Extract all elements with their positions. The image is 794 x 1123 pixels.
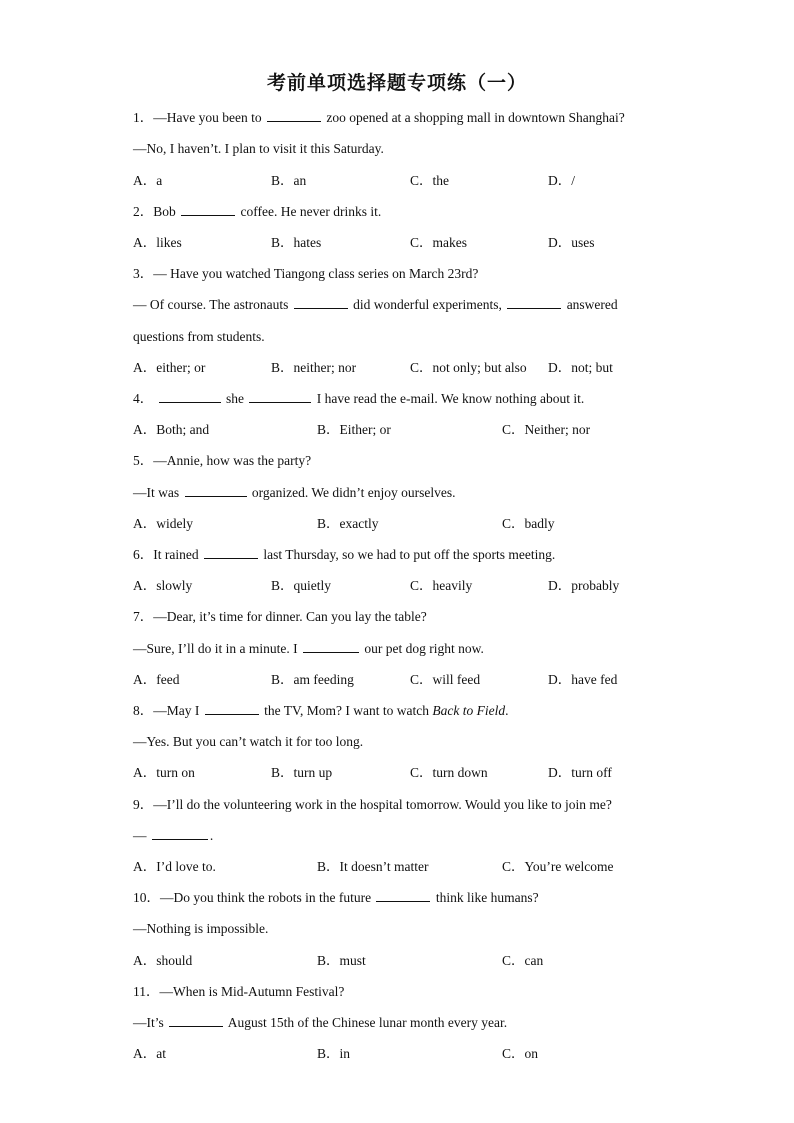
question-2-option-b[interactable]: B．hates	[271, 235, 322, 250]
answer-blank[interactable]	[376, 889, 430, 902]
answer-blank[interactable]	[152, 827, 208, 840]
question-2-stem: 2．Bob coffee. He never drinks it.	[133, 204, 382, 219]
question-4-option-b[interactable]: B．Either; or	[317, 422, 391, 437]
answer-blank[interactable]	[249, 390, 311, 403]
question-8-option-c[interactable]: C．turn down	[410, 765, 488, 780]
question-1-option-d[interactable]: D．/	[548, 173, 575, 188]
question-10-stem: 10．—Do you think the robots in the future think like humans?	[133, 890, 539, 905]
question-5-stem: 5．—Annie, how was the party?	[133, 453, 312, 468]
question-3-response: — Of course. The astronauts did wonderful experiments, answered	[133, 297, 618, 312]
answer-blank[interactable]	[159, 390, 221, 403]
question-11-response: —It’s August 15th of the Chinese lunar month every year.	[133, 1015, 508, 1030]
question-1-option-b[interactable]: B．an	[271, 173, 307, 188]
question-10-response: —Nothing is impossible.	[133, 921, 269, 936]
question-2-option-c[interactable]: C．makes	[410, 235, 467, 250]
question-5-option-c[interactable]: C．badly	[502, 516, 555, 531]
answer-blank[interactable]	[303, 640, 359, 653]
question-8-option-a[interactable]: A．turn on	[133, 765, 195, 780]
question-9-option-a[interactable]: A．I’d love to.	[133, 859, 216, 874]
question-6-option-a[interactable]: A．slowly	[133, 578, 193, 593]
question-3-option-b[interactable]: B．neither; nor	[271, 360, 357, 375]
answer-blank[interactable]	[294, 296, 348, 309]
question-7-option-a[interactable]: A．feed	[133, 672, 180, 687]
question-8-response: —Yes. But you can’t watch it for too long.	[133, 734, 364, 749]
question-10-option-c[interactable]: C．can	[502, 953, 544, 968]
question-8-option-d[interactable]: D．turn off	[548, 765, 612, 780]
question-5-option-a[interactable]: A．widely	[133, 516, 193, 531]
question-3-response-cont: questions from students.	[133, 329, 265, 344]
question-7-option-c[interactable]: C．will feed	[410, 672, 481, 687]
question-8-stem: 8．—May I the TV, Mom? I want to watch Back to Field.	[133, 703, 509, 718]
question-4-stem: 4． she I have read the e-mail. We know nothing about it.	[133, 391, 585, 406]
question-9-stem: 9．—I’ll do the volunteering work in the hospital tomorrow. Would you like to join me?	[133, 797, 612, 812]
answer-blank[interactable]	[181, 203, 235, 216]
question-10-option-a[interactable]: A．should	[133, 953, 193, 968]
question-10-option-b[interactable]: B．must	[317, 953, 366, 968]
answer-blank[interactable]	[185, 484, 247, 497]
question-4-option-a[interactable]: A．Both; and	[133, 422, 210, 437]
question-6-option-d[interactable]: D．probably	[548, 578, 620, 593]
question-6-option-b[interactable]: B．quietly	[271, 578, 331, 593]
question-6-stem: 6．It rained last Thursday, so we had to put off the sports meeting.	[133, 547, 556, 562]
question-1-option-a[interactable]: A．a	[133, 173, 163, 188]
question-3-option-a[interactable]: A．either; or	[133, 360, 206, 375]
question-7-response: —Sure, I’ll do it in a minute. I our pet dog right now.	[133, 641, 484, 656]
question-2-option-d[interactable]: D．uses	[548, 235, 595, 250]
answer-blank[interactable]	[267, 109, 321, 122]
question-8-option-b[interactable]: B．turn up	[271, 765, 333, 780]
question-9-option-c[interactable]: C．You’re welcome	[502, 859, 614, 874]
question-11-option-a[interactable]: A．at	[133, 1046, 166, 1061]
question-3-option-d[interactable]: D．not; but	[548, 360, 613, 375]
question-4-option-c[interactable]: C．Neither; nor	[502, 422, 591, 437]
question-9-option-b[interactable]: B．It doesn’t matter	[317, 859, 429, 874]
question-7-stem: 7．—Dear, it’s time for dinner. Can you lay the table?	[133, 609, 427, 624]
question-11-option-b[interactable]: B．in	[317, 1046, 351, 1061]
question-9-response: — .	[133, 828, 214, 843]
question-11-stem: 11．—When is Mid-Autumn Festival?	[133, 984, 345, 999]
question-2-option-a[interactable]: A．likes	[133, 235, 182, 250]
answer-blank[interactable]	[169, 1014, 223, 1027]
question-1-option-c[interactable]: C．the	[410, 173, 449, 188]
answer-blank[interactable]	[507, 296, 561, 309]
question-5-response: —It was organized. We didn’t enjoy ourselves.	[133, 485, 456, 500]
question-3-option-c[interactable]: C．not only; but also	[410, 360, 527, 375]
question-6-option-c[interactable]: C．heavily	[410, 578, 473, 593]
question-1-stem: 1．—Have you been to zoo opened at a shopping mall in downtown Shanghai?	[133, 110, 625, 125]
question-7-option-d[interactable]: D．have fed	[548, 672, 618, 687]
question-1-response: —No, I haven’t. I plan to visit it this Saturday.	[133, 141, 384, 156]
question-11-option-c[interactable]: C．on	[502, 1046, 539, 1061]
question-3-stem: 3．— Have you watched Tiangong class series on March 23rd?	[133, 266, 479, 281]
page-title: 考前单项选择题专项练（一）	[266, 72, 527, 94]
question-7-option-b[interactable]: B．am feeding	[271, 672, 354, 687]
answer-blank[interactable]	[204, 546, 258, 559]
answer-blank[interactable]	[205, 702, 259, 715]
question-5-option-b[interactable]: B．exactly	[317, 516, 379, 531]
